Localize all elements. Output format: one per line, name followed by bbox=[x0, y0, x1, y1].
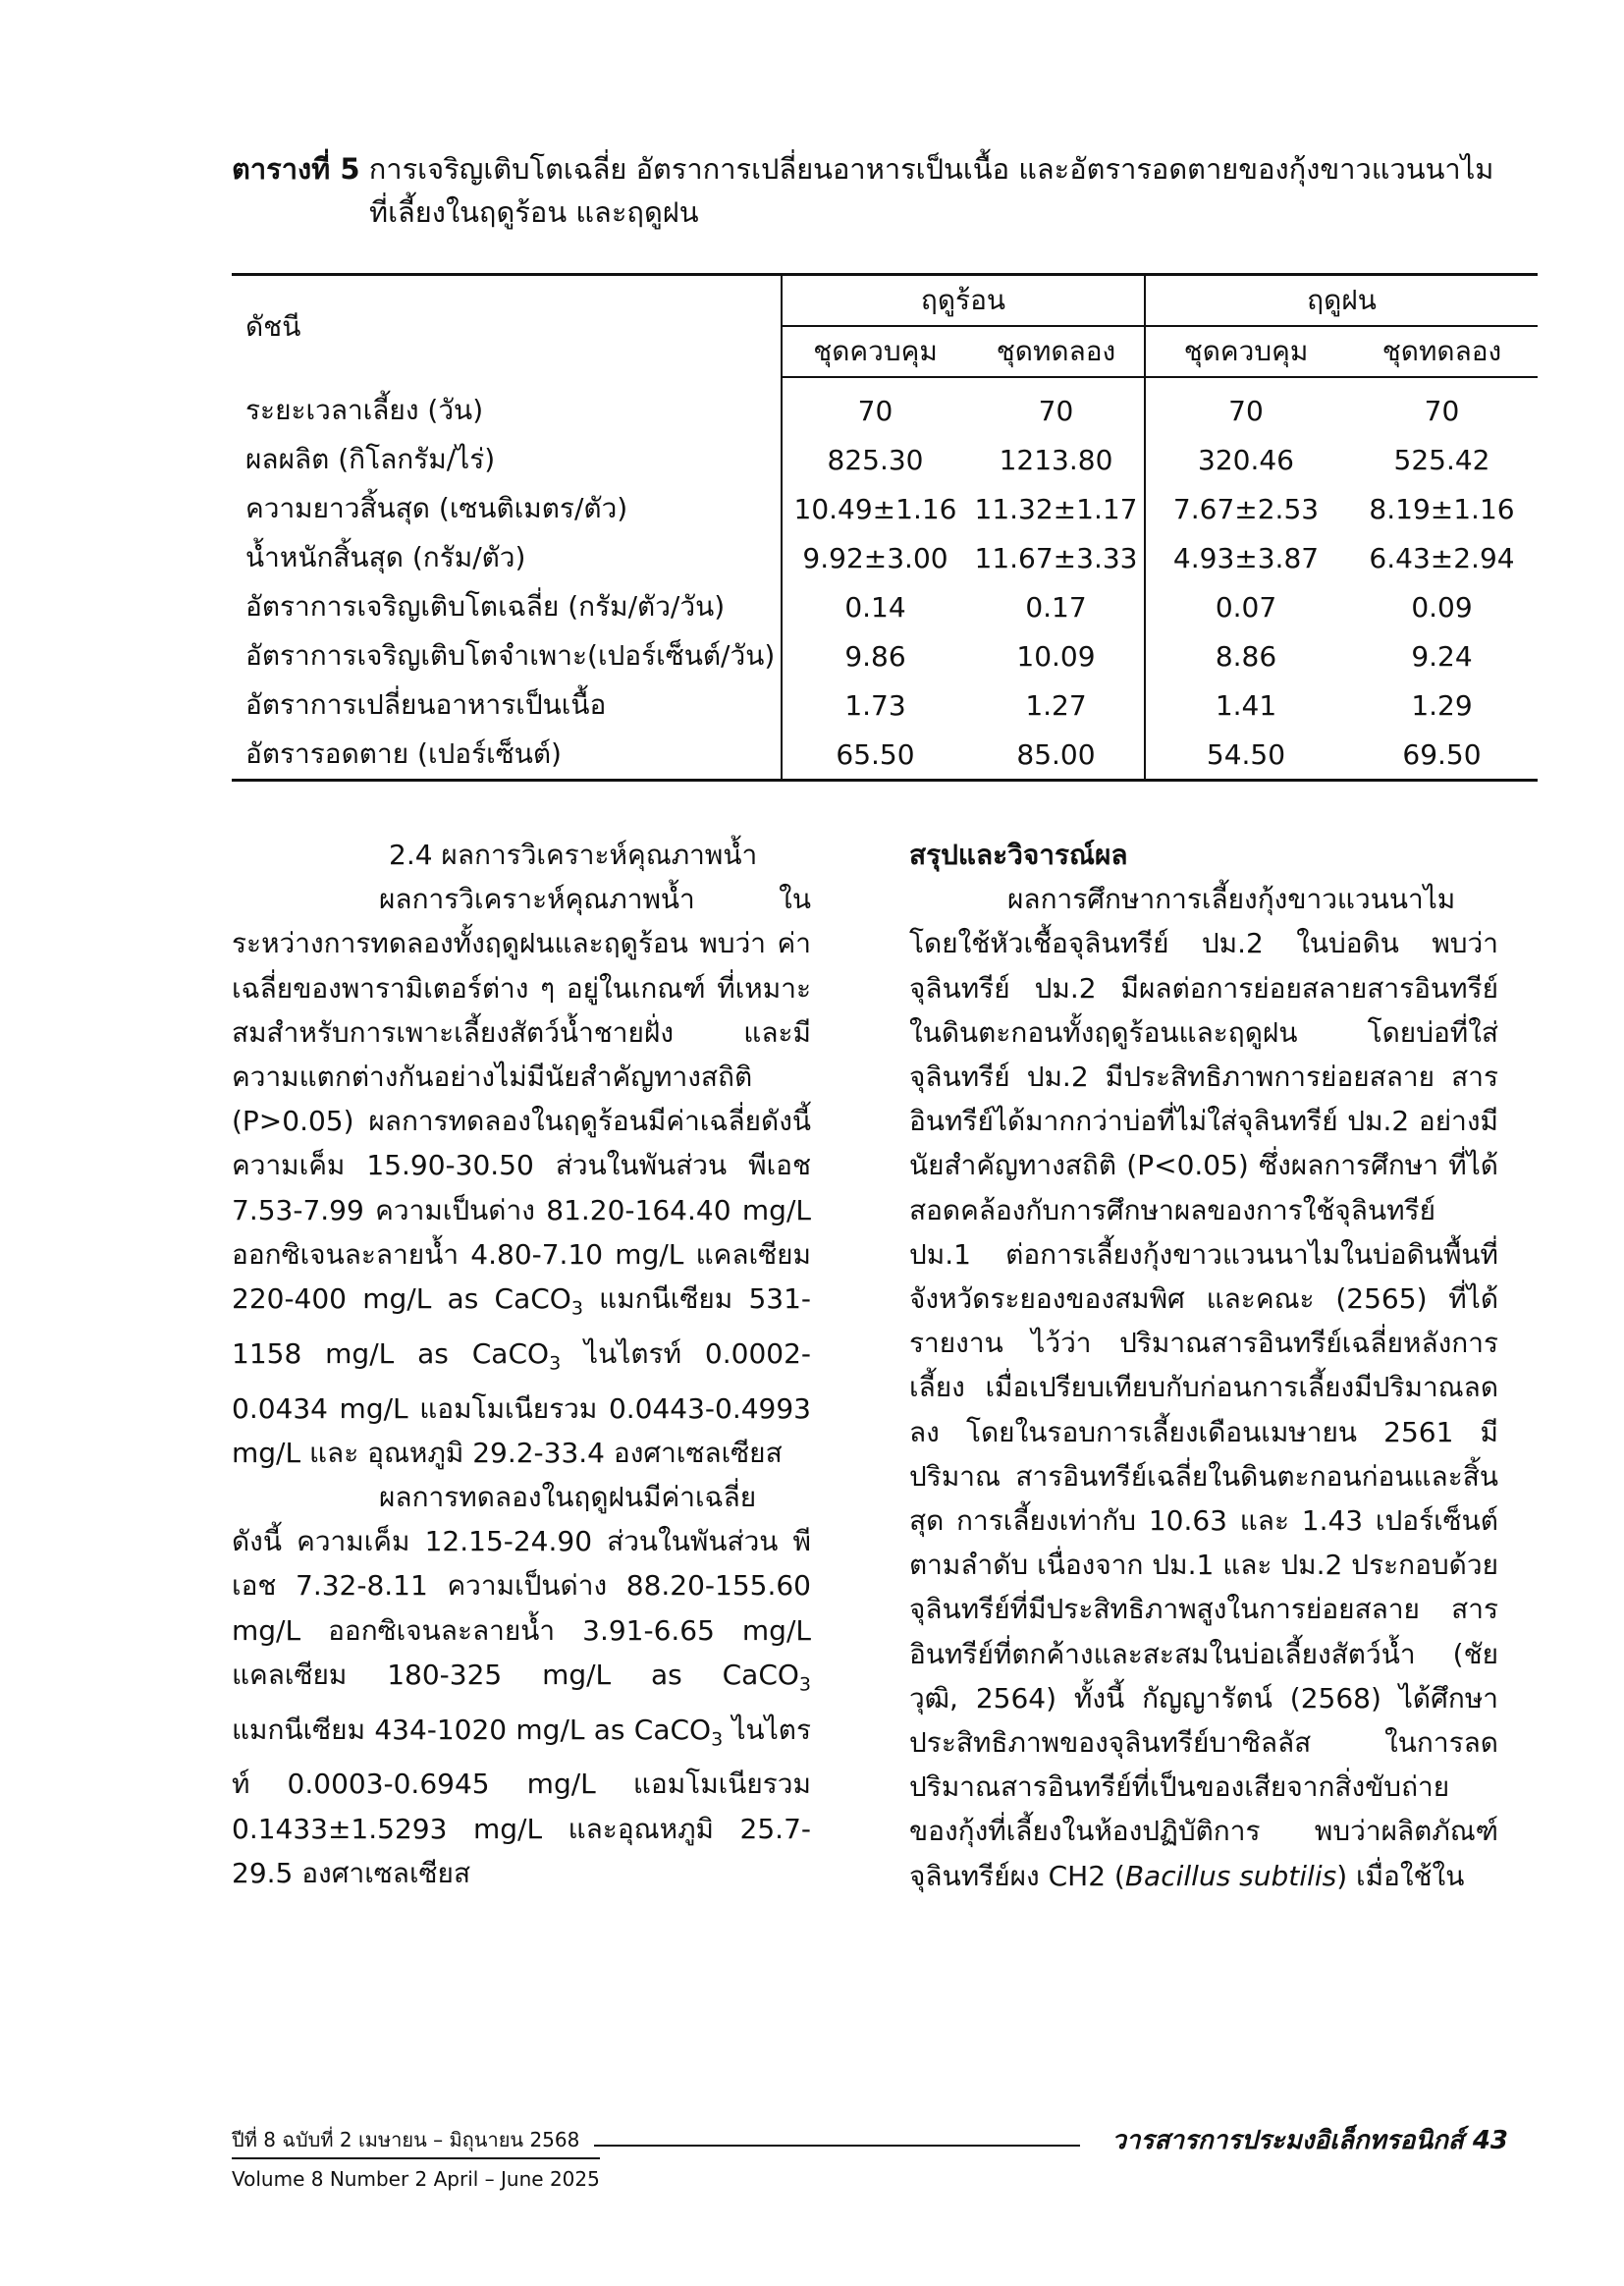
cell: 4.93±3.87 bbox=[1145, 533, 1346, 582]
cell: 1213.80 bbox=[999, 443, 1113, 476]
cell: 65.50 bbox=[782, 730, 968, 781]
season-rain-header: ฤดูฝน bbox=[1145, 275, 1538, 327]
subheader-hot-treatment: ชุดทดลอง bbox=[968, 326, 1145, 377]
cell: 0.09 bbox=[1411, 590, 1473, 624]
section-heading-water-quality: 2.4 ผลการวิเคราะห์คุณภาพน้ำ bbox=[389, 839, 758, 871]
cell: 85.00 bbox=[968, 730, 1145, 781]
row-label: น้ำหนักสิ้นสุด (กรัม/ตัว) bbox=[245, 541, 526, 573]
row-label: ความยาวสิ้นสุด (เซนติเมตร/ตัว) bbox=[245, 492, 628, 524]
subheader-rain-control: ชุดควบคุม bbox=[1145, 326, 1346, 377]
cell: 0.17 bbox=[1025, 590, 1087, 624]
subheader-rain-treatment: ชุดทดลอง bbox=[1346, 326, 1538, 377]
index-header: ดัชนี bbox=[232, 275, 782, 378]
cell: 8.19±1.16 bbox=[1369, 492, 1515, 525]
paragraph-text: ผลการวิเคราะห์คุณภาพน้ำ ในระหว่างการทดลองทั้งฤดูฝนและฤดูร้อน พบว่า ค่าเฉลี่ยของพารามิเตอร์ต่าง ๆ อยู่ในเกณฑ์ ที่เหมาะสมสำหรับการเพาะเลี้ยงสัตว์น้ำชายฝั่ง และมีความแตกต่างกันอย่างไม่มีนัยสำคัญทางสถิติ (P>0.05) ผลการทดลองในฤดูร้อนมีค่าเฉลี่ยดังนี้ ความเค็ม 15.90-30.50 ส่วนในพันส่วน พีเอช 7.53-7.99 ความเป็นด่าง 81.20-164.40 mg/L ออกซิเจนละลายน้ำ 4.80-7.10 mg/L แคลเซียม 220-400 mg/L as CaCO bbox=[232, 883, 811, 1316]
row-label: อัตราการเจริญเติบโตเฉลี่ย (กรัม/ตัว/วัน) bbox=[245, 590, 726, 623]
subscript: 3 bbox=[549, 1352, 562, 1375]
cell: 70 bbox=[1038, 394, 1074, 427]
table-row bbox=[232, 631, 1538, 680]
cell: 825.30 bbox=[782, 435, 968, 484]
row-label: ระยะเวลาเลี้ยง (วัน) bbox=[245, 393, 484, 426]
cell: 1.27 bbox=[1025, 688, 1087, 722]
cell: 10.09 bbox=[1016, 639, 1096, 673]
cell: 0.14 bbox=[782, 582, 968, 631]
row-label: อัตราการเจริญเติบโตจำเพาะ(เปอร์เซ็นต์/วัน) bbox=[245, 639, 776, 672]
left-column bbox=[232, 833, 811, 1895]
subscript: 3 bbox=[570, 1297, 583, 1320]
row-label: อัตรารอดตาย (เปอร์เซ็นต์) bbox=[232, 730, 782, 781]
cell: 8.86 bbox=[1145, 631, 1346, 680]
caption-line-1 bbox=[232, 147, 1508, 190]
paragraph-text: ) เมื่อใช้ใน bbox=[1336, 1859, 1465, 1892]
subscript: 3 bbox=[798, 1673, 811, 1696]
footer-issue-english: Volume 8 Number 2 April – June 2025 bbox=[232, 2167, 600, 2191]
paragraph-text: ผลการศึกษาการเลี้ยงกุ้งขาวแวนนาไม โดยใช้หัวเชื้อจุลินทรีย์ ปม.2 ในบ่อดิน พบว่า จุลินทรีย์ ปม.2 มีผลต่อการย่อยสลายสารอินทรีย์ ในดินตะกอนทั้งฤดูร้อนและฤดูฝน โดยบ่อที่ใส่ จุลินทรีย์ ปม.2 มีประสิทธิภาพการย่อยสลาย สารอินทรีย์ได้มากกว่าบ่อที่ไม่ใส่จุลินทรีย์ ปม.2 อย่างมีนัยสำคัญทางสถิติ (P<0.05) ซึ่งผลการศึกษา ที่ได้สอดคล้องกับการศึกษาผลของการใช้จุลินทรีย์ ปม.1 ต่อการเลี้ยงกุ้งขาวแวนนาไมในบ่อดินพื้นที่ จังหวัดระยองของสมพิศ และคณะ (2565) ที่ได้รายงาน ไว้ว่า ปริมาณสารอินทรีย์เฉลี่ยหลังการเลี้ยง เมื่อเปรียบเทียบกับก่อนการเลี้ยงมีปริมาณลดลง โดยในรอบการเลี้ยงเดือนเมษายน 2561 มีปริมาณ สารอินทรีย์เฉลี่ยในดินตะกอนก่อนและสิ้นสุด การเลี้ยงเท่ากับ 10.63 และ 1.43 เปอร์เซ็นต์ ตามลำดับ เนื่องจาก ปม.1 และ ปม.2 ประกอบด้วย จุลินทรีย์ที่มีประสิทธิภาพสูงในการย่อยสลาย สารอินทรีย์ที่ตกค้างและสะสมในบ่อเลี้ยงสัตว์น้ำ (ชัยวุฒิ, 2564) ทั้งนี้ กัญญารัตน์ (2568) ได้ศึกษา ประสิทธิภาพของจุลินทรีย์บาซิลลัส ในการลด ปริมาณสารอินทรีย์ที่เป็นของเสียจากสิ่งขับถ่าย ของกุ้งที่เลี้ยงในห้องปฏิบัติการ พบว่าผลิตภัณฑ์ จุลินทรีย์ผง CH2 ( bbox=[909, 883, 1498, 1892]
cell: 1.73 bbox=[782, 680, 968, 730]
cell: 11.32±1.17 bbox=[974, 492, 1138, 525]
cell: 54.50 bbox=[1145, 730, 1346, 781]
footer-divider bbox=[594, 2145, 1080, 2147]
table-row bbox=[232, 533, 1538, 582]
table-row bbox=[232, 582, 1538, 631]
paragraph-text: แมกนีเซียม 531-1158 mg/L as CaCO bbox=[232, 1282, 811, 1370]
table-row bbox=[232, 680, 1538, 730]
season-hot-header: ฤดูร้อน bbox=[782, 275, 1145, 327]
paragraph-text: ไนไตรท์ 0.0002-0.0434 mg/L แอมโมเนียรวม 0.0443-0.4993 mg/L และ อุณหภูมิ 29.2-33.4 องศาเซลเซียส bbox=[232, 1336, 811, 1469]
growth-table bbox=[232, 273, 1538, 782]
paragraph-hot-season bbox=[232, 877, 811, 1475]
cell: 9.86 bbox=[782, 631, 968, 680]
paragraph-text: แมกนีเซียม 434-1020 mg/L as CaCO bbox=[232, 1713, 712, 1746]
paragraph-text: ผลการทดลองในฤดูฝนมีค่าเฉลี่ย ดังนี้ ความเค็ม 12.15-24.90 ส่วนในพันส่วน พีเอช 7.32-8.11 ความเป็นด่าง 88.20-155.60 mg/L ออกซิเจนละลายน้ำ 3.91-6.65 mg/L แคลเซียม 180-325 mg/L as CaCO bbox=[232, 1481, 811, 1691]
cell: 9.24 bbox=[1411, 639, 1473, 673]
paragraph-rain-season bbox=[232, 1475, 811, 1895]
paragraph-text: ไนไตรท์ 0.0003-0.6945 mg/L แอมโมเนียรวม 0.1433±1.5293 mg/L และอุณหภูมิ 25.7-29.5 องศาเซลเซียส bbox=[232, 1713, 811, 1889]
row-label: ผลผลิต (กิโลกรัม/ไร่) bbox=[245, 443, 496, 475]
cell: 70 bbox=[1145, 377, 1346, 435]
section-heading-conclusion: สรุปและวิจารณ์ผล bbox=[909, 839, 1128, 871]
species-name: Bacillus subtilis bbox=[1124, 1859, 1337, 1892]
right-column bbox=[909, 833, 1498, 1898]
cell: 69.50 bbox=[1346, 730, 1538, 781]
cell: 10.49±1.16 bbox=[782, 484, 968, 533]
cell: 525.42 bbox=[1393, 443, 1490, 476]
subheader-hot-control: ชุดควบคุม bbox=[782, 326, 968, 377]
table-row bbox=[232, 377, 1538, 435]
cell: 9.92±3.00 bbox=[782, 533, 968, 582]
table-row bbox=[232, 435, 1538, 484]
cell: 70 bbox=[782, 377, 968, 435]
cell: 0.07 bbox=[1145, 582, 1346, 631]
cell: 1.41 bbox=[1145, 680, 1346, 730]
cell: 1.29 bbox=[1411, 688, 1473, 722]
caption-label: ตารางที่ 5 bbox=[232, 152, 360, 186]
caption-text-1: การเจริญเติบโตเฉลี่ย อัตราการเปลี่ยนอาหารเป็นเนื้อ และอัตรารอดตายของกุ้งขาวแวนนาไม bbox=[368, 152, 1494, 186]
cell: 11.67±3.33 bbox=[974, 541, 1138, 574]
row-label: อัตราการเปลี่ยนอาหารเป็นเนื้อ bbox=[245, 688, 607, 721]
footer-issue-thai: ปีที่ 8 ฉบับที่ 2 เมษายน – มิถุนายน 2568 bbox=[232, 2124, 600, 2159]
footer-journal-page: วารสารการประมงอิเล็กทรอนิกส์ 43 bbox=[1111, 2126, 1508, 2155]
cell: 70 bbox=[1424, 394, 1460, 427]
subscript: 3 bbox=[711, 1728, 724, 1751]
table-row bbox=[232, 484, 1538, 533]
cell: 320.46 bbox=[1145, 435, 1346, 484]
table-row bbox=[232, 730, 1538, 781]
table-caption bbox=[232, 147, 1508, 234]
caption-text-2: ที่เลี้ยงในฤดูร้อน และฤดูฝน bbox=[369, 195, 699, 229]
cell: 6.43±2.94 bbox=[1369, 541, 1515, 574]
paragraph-conclusion bbox=[909, 877, 1498, 1898]
footer-issue bbox=[232, 2124, 600, 2191]
cell: 7.67±2.53 bbox=[1145, 484, 1346, 533]
